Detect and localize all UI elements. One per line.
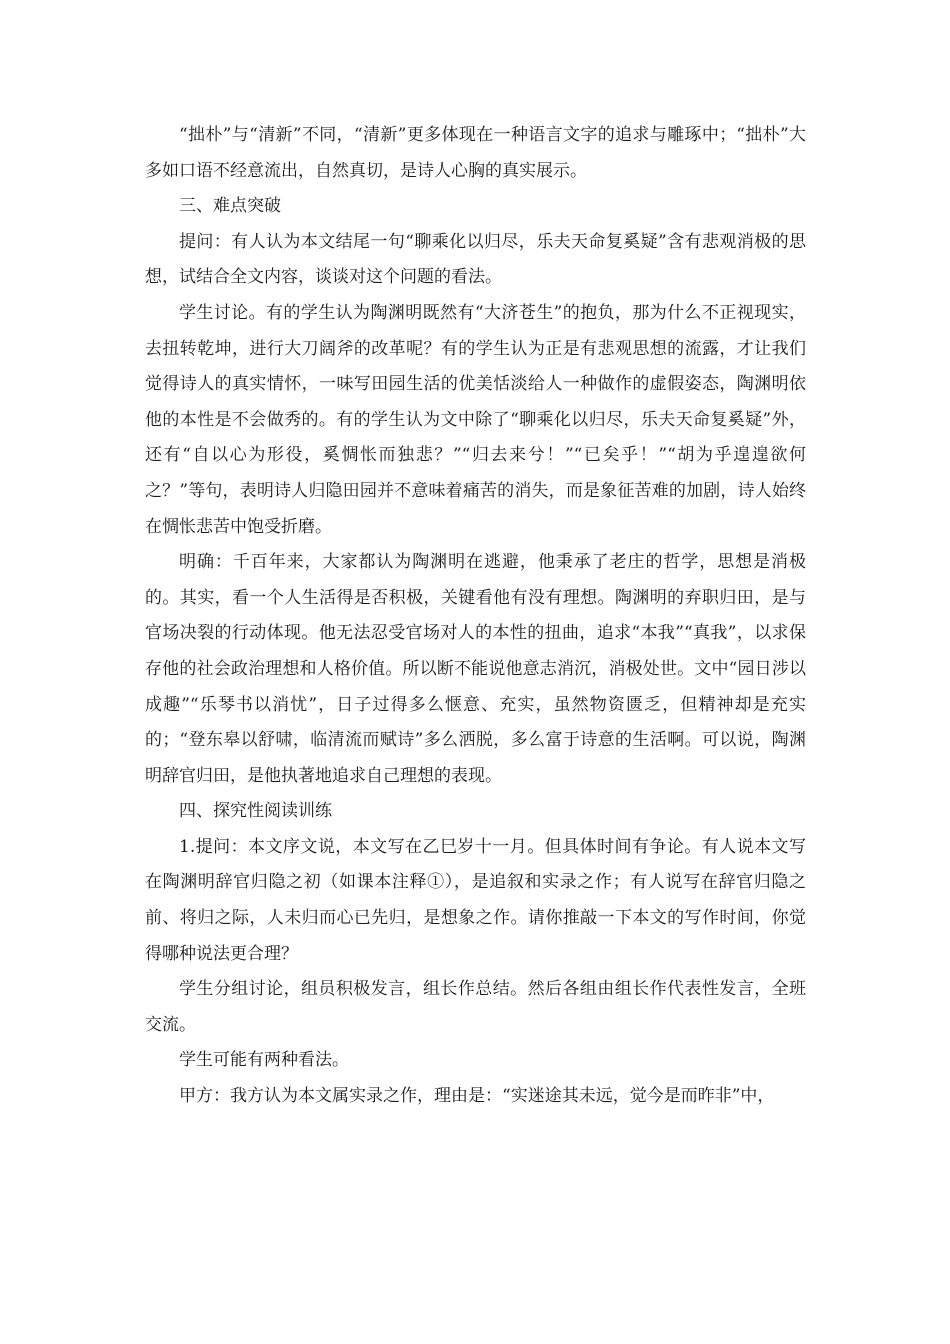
document-page (145, 118, 806, 1115)
paragraph-group-discussion: 学生分组讨论，组员积极发言，组长作总结。然后各组由组长作代表性发言，全班交流。 (145, 979, 806, 1035)
section-heading-difficulty: 三、难点突破 (179, 196, 281, 217)
paragraph-clarification: 明确：千百年来，大家都认为陶渊明在逃避，他秉承了老庄的哲学，思想是消极的。其实，看一个人生活得是否积极，关键看他有没有理想。陶渊明的弃职归田，是与官场决裂的行动体现。他无法忍受官场对人的本性的扭曲，追求“本我”“真我”，以求保存他的社会政治理想和人格价值。所以断不能说他意志消沉，消极处世。文中“园日涉以成趣”“乐琴书以消忧”，日子过得多么惬意、充实，虽然物资匮乏，但精神却是充实的；“登东皋以舒啸，临清流而赋诗”多么洒脱，多么富于诗意的生活啊。可以说，陶渊明辞官归田，是他执著地追求自己理想的表现。 (145, 552, 806, 786)
paragraph-question: 提问：有人认为本文结尾一句“聊乘化以归尽，乐夫天命复奚疑”含有悲观消极的思想，试结合全文内容，谈谈对这个问题的看法。 (145, 231, 806, 288)
paragraph-side-a: 甲方：我方认为本文属实录之作，理由是：“实迷途其未远，觉今是而昨非”中， (179, 1086, 775, 1107)
paragraph-two-views: 学生可能有两种看法。 (179, 1050, 349, 1071)
paragraph-student-discussion: 学生讨论。有的学生认为陶渊明既然有“大济苍生”的抱负，那为什么不正视现实，去扭转乾坤，进行大刀阔斧的改革呢？有的学生认为正是有悲观思想的流露，才让我们觉得诗人的真实情怀，一味写田园生活的优美恬淡给人一种做作的虚假姿态，陶渊明依他的本性是不会做秀的。有的学生认为文中除了“聊乘化以归尽，乐夫天命复奚疑”外，还有“自以心为形役，奚惆怅而独悲？”“归去来兮！”“已矣乎！”“胡为乎遑遑欲何之？”等句，表明诗人归隐田园并不意味着痛苦的消失，而是象征苦难的加剧，诗人始终在惆怅悲苦中饱受折磨。 (145, 302, 806, 537)
paragraph-zhuopu-qingxin: “拙朴”与“清新”不同，“清新”更多体现在一种语言文字的追求与雕琢中；“拙朴”大多如口语不经意流出，自然真切，是诗人心胸的真实展示。 (145, 125, 806, 181)
section-heading-inquiry-reading: 四、探究性阅读训练 (179, 801, 332, 822)
paragraph-question-1: 1.提问：本文序文说，本文写在乙巳岁十一月。但具体时间有争论。有人说本文写在陶渊明辞官归隐之初（如课本注释①），是追叙和实录之作；有人说写在辞官归隐之前、将归之际，人未归而心已先归，是想象之作。请你推敲一下本文的写作时间，你觉得哪种说法更合理？ (145, 836, 806, 964)
